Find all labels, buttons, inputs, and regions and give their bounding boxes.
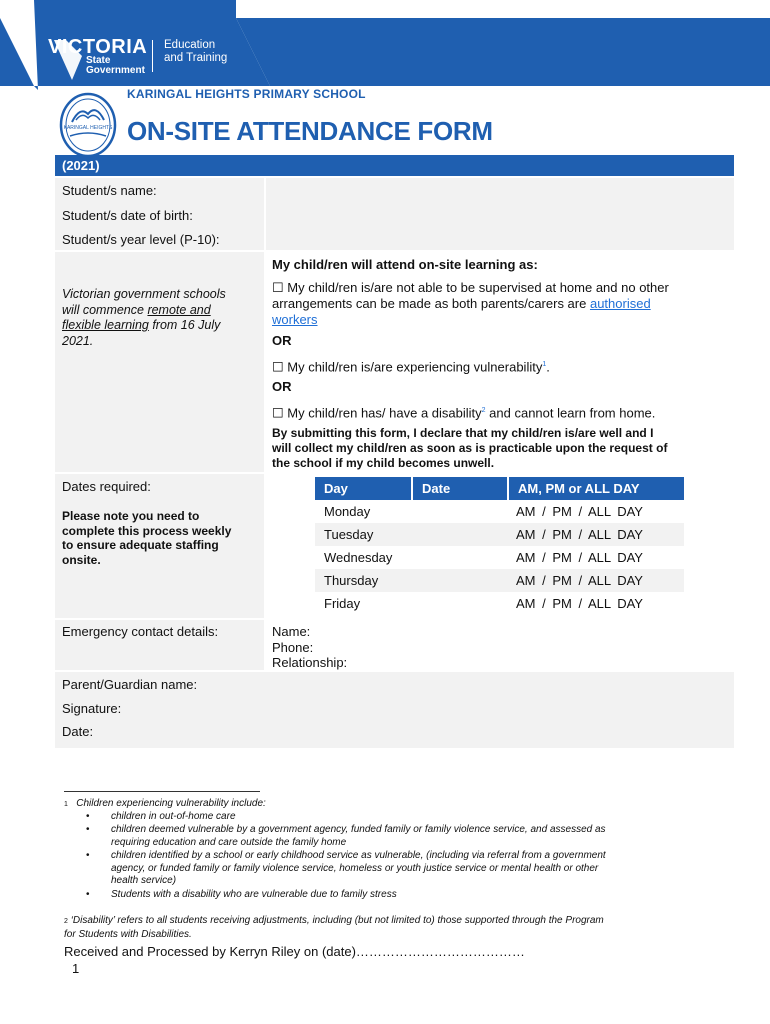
received-processed-line: Received and Processed by Kerryn Riley on (date)………………………………… [64, 944, 525, 959]
header-ampm: AM, PM or ALL DAY [509, 477, 684, 500]
logo-divider [152, 40, 153, 72]
attendance-heading: My child/ren will attend on-site learning as: [272, 257, 538, 272]
footnote-1-item: Students with a disability who are vulnerable due to family stress [111, 889, 397, 900]
victoria-logo: VICTORIA [48, 36, 148, 58]
bullet: • [86, 824, 90, 835]
or-label-1: OR [272, 333, 292, 348]
table-row[interactable]: Wednesday AM / PM / ALL DAY [324, 550, 643, 565]
year-label: (2021) [62, 158, 100, 173]
page-number: 1 [72, 961, 80, 976]
student-dob-label: Student/s date of birth: [62, 208, 193, 223]
student-year-level-label: Student/s year level (P-10): [62, 232, 220, 247]
option-vulnerability[interactable]: ☐ My child/ren is/are experiencing vulnerability$^1$. [272, 359, 550, 375]
bullet: • [86, 811, 90, 822]
header-day: Day [315, 477, 411, 500]
signature-label: Signature: [62, 701, 122, 716]
footnote-2: 2 ‘Disability’ refers to all students receiving adjustments, including (but not limited to) those supported through the Program for Students with Disabilities. [64, 915, 604, 940]
declaration-text: By submitting this form, I declare that my child/ren is/are well and I will collect my child/ren as soon as is practicable upon the request of the school if my child becomes unwell. [272, 426, 668, 470]
form-title: ON-SITE ATTENDANCE FORM [127, 116, 493, 146]
bullet: • [86, 889, 90, 900]
footnote-1-intro: 1 Children experiencing vulnerability include: [64, 798, 266, 809]
option-disability[interactable]: ☐ My child/ren has/ have a disability$^2$ and cannot learn from home. [272, 405, 656, 421]
bullet: • [86, 850, 90, 861]
student-fields-input-area[interactable] [266, 178, 734, 250]
crest-text: KARINGAL HEIGHTS [63, 125, 113, 131]
education-training-label: Education and Training [164, 39, 228, 64]
table-row[interactable]: Thursday AM / PM / ALL DAY [315, 569, 684, 592]
option-authorised-workers[interactable]: ☐ My child/ren is/are not able to be supervised at home and no other arrangements can be made as both parents/carers are authorised workers [272, 280, 669, 327]
school-crest-icon [58, 92, 118, 158]
table-row[interactable]: Friday AM / PM / ALL DAY [324, 596, 643, 611]
school-name: KARINGAL HEIGHTS PRIMARY SCHOOL [127, 87, 366, 101]
staffing-note: Please note you need to complete this process weekly to ensure adequate staffing onsite. [62, 509, 232, 567]
footnote-1-item: children deemed vulnerable by a government agency, funded family or family violence service, and assessed as requiring education and care outside the family home [111, 824, 606, 848]
authorised-workers-link-cont[interactable]: workers [272, 312, 318, 327]
or-label-2: OR [272, 379, 292, 394]
header-date: Date [413, 477, 507, 500]
authorised-workers-link[interactable]: authorised [589, 296, 651, 311]
remote-learning-note: Victorian government schools will commence remote and flexible learning from 16 July 2021. [62, 287, 226, 348]
emergency-contact-label: Emergency contact details: [62, 624, 219, 639]
dates-required-label: Dates required: [62, 479, 151, 494]
footnote-divider [64, 791, 260, 792]
attendance-left-shade [55, 252, 264, 472]
student-name-label: Student/s name: [62, 183, 157, 198]
footnote-1-item: children in out-of-home care [111, 811, 236, 822]
parent-name-label: Parent/Guardian name: [62, 677, 198, 692]
table-row[interactable]: Tuesday AM / PM / ALL DAY [315, 523, 684, 546]
date-label: Date: [62, 724, 94, 739]
table-row[interactable]: Monday AM / PM / ALL DAY [324, 504, 643, 519]
state-government-label: State Government [86, 55, 145, 76]
emergency-contact-fields[interactable]: Name: Phone: Relationship: [272, 624, 348, 670]
footnote-1-item: children identified by a school or early childhood service as vulnerable, (including via referral from a government agency, or funded family or family violence service, homeless or youth justice service or mental health or other health service) [111, 850, 606, 886]
year-bar [55, 155, 734, 176]
